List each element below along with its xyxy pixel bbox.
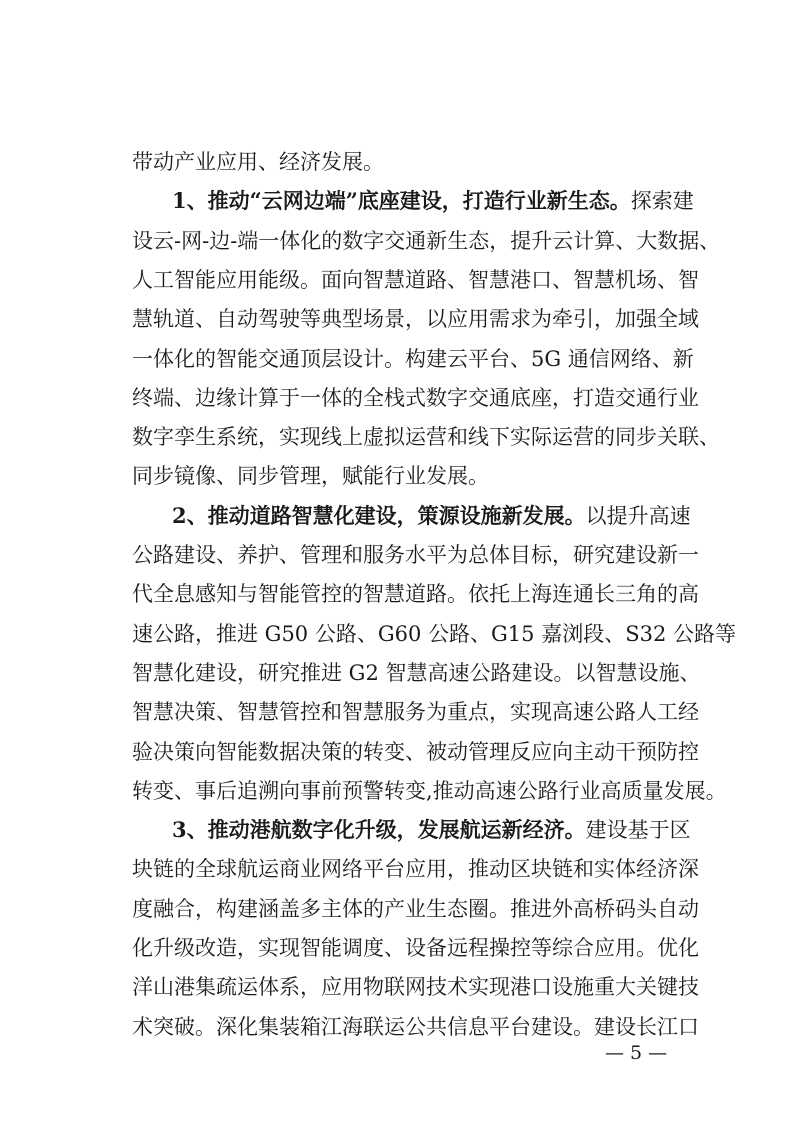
paragraph-text: 一体化的智能交通顶层设计。构建云平台、5G 通信网络、新 (132, 346, 694, 371)
paragraph-text: 代全息感知与智能管控的智慧道路。依托上海连通长三角的高 (132, 582, 699, 607)
paragraph-text: 度融合，构建涵盖多主体的产业生态圈。推进外高桥码头自动 (132, 896, 699, 921)
paragraph-text: 以提升高速 (585, 503, 691, 528)
paragraph-line (132, 1014, 699, 1039)
paragraph-text: 终端、边缘计算于一体的全栈式数字交通底座，打造交通行业 (132, 385, 699, 410)
paragraph-line (132, 857, 699, 882)
paragraph-line (132, 307, 699, 332)
paragraph-line (132, 228, 721, 253)
paragraph-text: 化升级改造，实现智能调度、设备远程操控等综合应用。优化 (132, 936, 699, 960)
paragraph-line (132, 150, 668, 174)
paragraph-line (132, 660, 701, 685)
paragraph-line (132, 896, 699, 921)
paragraph-line (132, 385, 699, 410)
paragraph-text: 转变、事后追溯向事前预警转变,推动高速公路行业高质量发展。 (132, 778, 727, 803)
paragraph-text: 洋山港集疏运体系，应用物联网技术实现港口设施重大关键技 (132, 975, 699, 1000)
paragraph-text: 速公路，推进 G50 公路、G60 公路、G15 嘉浏段、S32 公路等 (132, 621, 736, 646)
section-heading-line (172, 502, 691, 528)
paragraph-line (132, 936, 699, 960)
paragraph-text: 建设基于区 (585, 818, 691, 843)
paragraph-text: 块链的全球航运商业网络平台应用，推动区块链和实体经济深 (132, 857, 699, 882)
paragraph-line (132, 739, 699, 764)
paragraph-text: 设云-网-边-端一体化的数字交通新生态，提升云计算、大数据、 (132, 228, 721, 253)
paragraph-text: 智慧化建设，研究推进 G2 智慧高速公路建设。以智慧设施、 (132, 660, 701, 685)
paragraph-line (132, 975, 699, 1000)
paragraph-text: 数字孪生系统，实现线上虚拟运营和线下实际运营的同步关联、 (132, 425, 720, 450)
paragraph-line (132, 543, 699, 567)
paragraph-line (132, 582, 699, 607)
paragraph-line (132, 778, 727, 803)
paragraph-line (132, 464, 668, 488)
paragraph-text: 术突破。深化集装箱江海联运公共信息平台建设。建设长江口 (132, 1014, 699, 1039)
paragraph-text: 探索建 (630, 189, 694, 214)
paragraph-line (132, 425, 720, 450)
paragraph-text: 慧轨道、自动驾驶等典型场景，以应用需求为牵引，加强全域 (132, 307, 699, 332)
paragraph-text: 公路建设、养护、管理和服务水平为总体目标，研究建设新一 (132, 543, 699, 567)
section-heading: 1、推动“云网边端”底座建设，打造行业新生态。 (172, 188, 631, 214)
page-number: — 5 — (605, 1042, 668, 1064)
paragraph-line (132, 267, 699, 292)
paragraph-text: 人工智能应用能级。面向智慧道路、智慧港口、智慧机场、智 (132, 267, 699, 292)
paragraph-text: 带动产业应用、经济发展。 (132, 150, 384, 174)
paragraph-line (132, 621, 736, 646)
paragraph-text: 验决策向智能数据决策的转变、被动管理反应向主动干预防控 (132, 739, 699, 764)
paragraph-text: 同步镜像、同步管理，赋能行业发展。 (132, 464, 489, 489)
section-heading: 3、推动港航数字化升级，发展航运新经济。 (172, 817, 586, 843)
paragraph-text: 智慧决策、智慧管控和智慧服务为重点，实现高速公路人工经 (132, 700, 699, 725)
section-heading: 2、推动道路智慧化建设，策源设施新发展。 (172, 502, 586, 528)
paragraph-line (132, 346, 694, 371)
paragraph-line (132, 700, 699, 725)
section-heading-line (172, 188, 694, 214)
section-heading-line (172, 817, 691, 843)
